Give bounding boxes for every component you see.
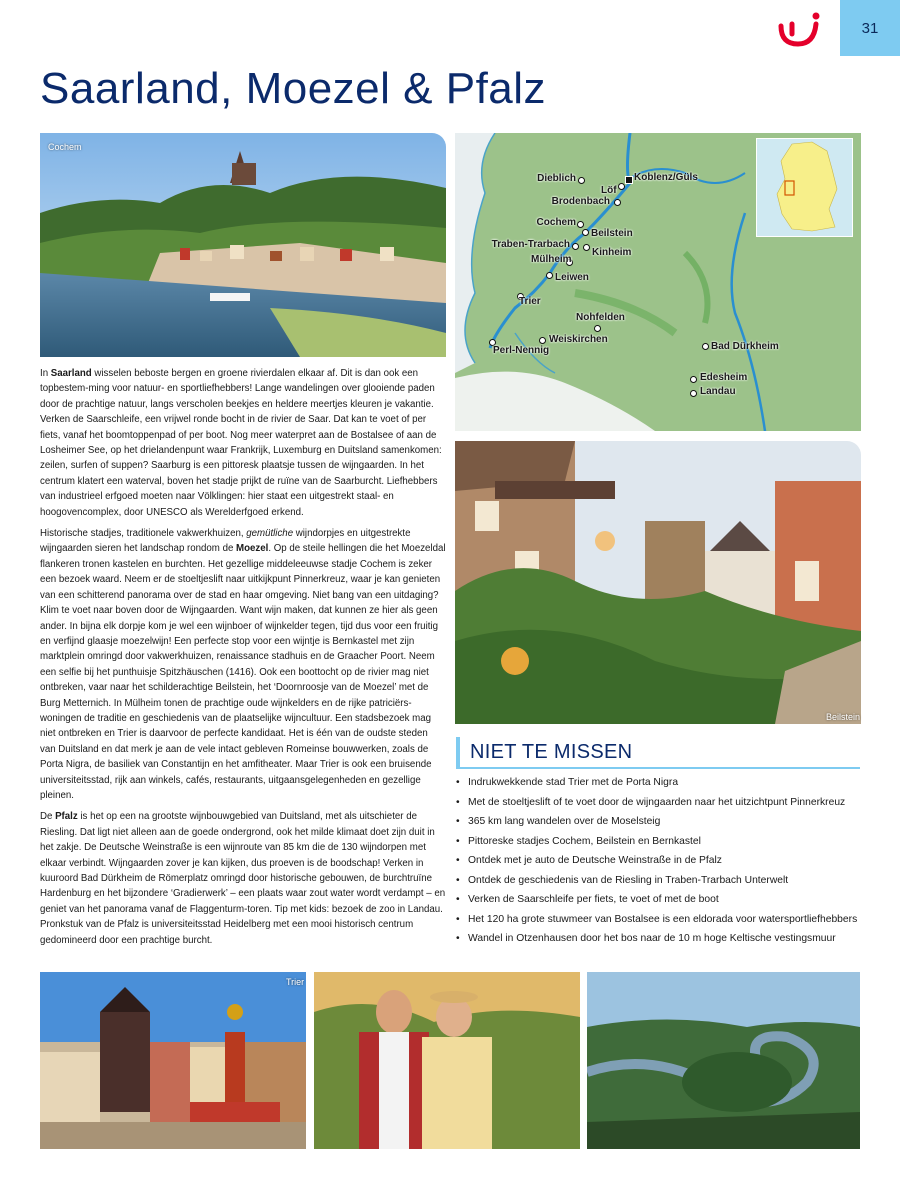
- list-item: • Met de stoeltjeslift of te voet door de wijngaarden naar het uitzichtpunt Pinnerkreuz: [456, 796, 846, 808]
- cochem-photo: [40, 133, 446, 357]
- list-item: • Indrukwekkende stad Trier met de Porta Nigra: [456, 777, 679, 788]
- trier-photo: [40, 972, 306, 1149]
- list-item: • Ontdek met je auto de Deutsche Weinstraße in de Pfalz: [456, 855, 722, 866]
- list-item: • Het 120 ha grote stuwmeer van Bostalsee is een eldorada voor watersportliefhebbers: [456, 913, 858, 925]
- highlights-list: [456, 773, 860, 949]
- cochem-caption: Cochem: [48, 142, 82, 152]
- body-text: [40, 366, 446, 954]
- map-label-leiwen: Leiwen: [555, 272, 589, 283]
- page-number: 31: [840, 0, 900, 56]
- pfalz-paragraph: De Pfalz is het op een na grootste wijnbouwgebied van Duitsland, met als uitschieter de Riesling. Dat ligt niet alleen aan de goede ondergrond, ook het milde klimaat doet zijn duit in het zakje. De Deutsche Weinstraße is een wijnroute van 85 km die de 130 wijndorpen met elkaar verbindt. Wijngaarden zover je kan kijken, dus proeven is de boodschap! Verken in kuuroord Bad Dürkheim de Römerplatz omringd door historische gebouwen, de burchtruïne Hardenburg en het bijzondere ‘Gradierwerk’ – een plaats waar zout water wordt verdampt – en geniet van het panorama vanaf de Flaggenturm-toren. Tip met kids: bezoek de zoo in Landau. Pronkstuk van de Pfalz is universiteitsstad Heidelberg met een mooi historisch centrum gedomineerd door een prachtige burcht.: [40, 811, 446, 946]
- map-label-mulheim: Mülheim: [531, 254, 572, 265]
- wine-men-photo: [314, 972, 580, 1149]
- germany-inset-map: [756, 138, 853, 237]
- map-label-brodenbach: Brodenbach: [551, 196, 610, 207]
- niet-te-missen-heading: NIET TE MISSEN: [456, 737, 860, 769]
- region-map: [455, 133, 861, 431]
- list-item: • Ontdek de geschiedenis van de Riesling in Traben-Trarbach Unterwelt: [456, 874, 789, 886]
- niet-te-missen-box: [456, 737, 860, 949]
- map-label-koblenz: Koblenz/Güls: [634, 172, 698, 183]
- map-label-cochem: Cochem: [536, 217, 576, 228]
- saarland-paragraph: In Saarland wisselen beboste bergen en groene rivierdalen elkaar af. Dit is dan ook een topbestem-ming voor natuur- en sportliefhebbers! Lange wandelingen over glooiende paden door de prachtige natuur, langs verscholen beekjes en heldere meertjes kleuren je vakantie. Verken de Saarschleife, een vrijwel ronde bocht in de rivier de Saar. Dat kan te voet of per fiets, vanaf het boomtoppenpad of per boot. Nog meer waterpret aan de Bostalsee of aan de Losheimer See, op het drielandenpunt waar Frankrijk, Luxemburg en Duitsland samenkomen: zeilen, surfen of suppen? Saarburg is een pittoresk plaatsje tussen de wijngaarden. In het centrum klatert een waterval, boven het stadje prijkt de ruïne van de Saarburcht. Liefhebbers van industrieel erfgoed moeten naar Völklingen: hier staat een uitgestrekt staal- en hoogovencomplex, door UNESCO als Werelderfgoed erkend.: [40, 368, 442, 518]
- map-label-perl-nennig: Perl-Nennig: [493, 345, 550, 356]
- list-item: • 365 km lang wandelen over de Moselsteig: [456, 816, 661, 827]
- list-item: • Pittoreske stadjes Cochem, Beilstein en Bernkastel: [456, 835, 701, 847]
- saarschleife-photo: [587, 972, 860, 1149]
- map-label-edesheim: Edesheim: [700, 372, 748, 383]
- map-label-nohfelden: Nohfelden: [576, 312, 625, 323]
- map-label-beilstein: Beilstein: [591, 228, 633, 239]
- beilstein-caption: Beilstein: [826, 712, 861, 722]
- map-label-bad-durkheim: Bad Dürkheim: [711, 341, 779, 352]
- moezel-paragraph: Historische stadjes, traditionele vakwerkhuizen, gemütliche wijndorpjes en uitgestrekte wijngaarden sieren het landschap rondom de Moezel. Op de steile hellingen die het Moezeldal flankeren tronen kastelen en burchten. Het gezellige middeleeuwse stadje Cochem is zeker een bezoek waard. Neem er de stoeltjeslift naar uitkijkpunt Pinnerkreuz, waar je kan genieten van een schitterend panorama over de stad en haar omgeving. Niet bang van een uitdaging? Klim te voet naar boven door de Wijngaarden. Want wijn maken, dat kunnen ze hier als geen ander. In bijna elk dorpje kom je wel een wijnboer of wijnkelder tegen, tijd dus voor een fruitig en verfijnd glaasje moezelwijn! Een perfecte stop voor een wijntje is Bernkastel met zijn marktplein omringd door vakwerkhuizen, renaissance stadhuis en de Graacher Poort. Neem een selfie bij het punthuisje Spitzhäuschen (1416). Ook een boottocht op de rivier mag niet ontbreken, vaar naar het schilderachtige Beilstein, het ‘Doornroosje van de Moezel’ met de Burg Metternich. In Mülheim tonen de prachtige oude wijnkelders en de rijke patriciërs-woningen de traditie en geschiedenis van de plaatselijke wijncultuur. Een stadsbezoek mag niet ontbreken en Trier is daarvoor de perfecte kandidaat. Het is één van de oudste steden van Duitsland en dat merk je aan de vele intact gebleven Romeinse bouwwerken, zoals de Porta Nigra, de basiliek van Constantijn en het amfitheater. Maar Trier is ook een bruisende universiteitsstad, rijk aan winkels, cafés, restaurants, uitgaansgelegenheden en gezellige pleinen.: [40, 528, 446, 801]
- trier-caption: Trier: [286, 977, 305, 987]
- map-label-weiskirchen: Weiskirchen: [549, 334, 608, 345]
- map-label-landau: Landau: [700, 386, 736, 397]
- list-item: • Verken de Saarschleife per fiets, te voet of met de boot: [456, 894, 719, 905]
- map-label-lof: Löf: [601, 185, 617, 196]
- map-label-trier: Trier: [519, 296, 541, 307]
- beilstein-photo: [455, 441, 861, 724]
- map-label-traben-trarbach: Traben-Trarbach: [491, 239, 570, 250]
- tui-logo: [778, 12, 822, 48]
- list-item: • Wandel in Otzenhausen door het bos naar de 10 m hoge Keltische vestingsmuur: [456, 933, 836, 944]
- map-label-kinheim: Kinheim: [592, 247, 632, 258]
- page-title: Saarland, Moezel & Pfalz: [40, 64, 547, 113]
- map-label-dieblich: Dieblich: [537, 173, 576, 184]
